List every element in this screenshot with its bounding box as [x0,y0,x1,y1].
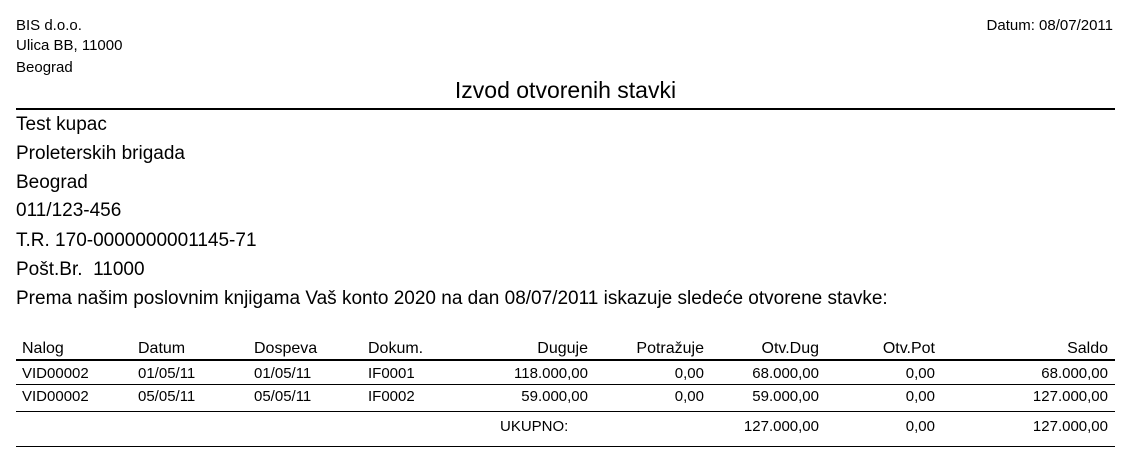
total-otv-dug: 127.000,00 [743,418,819,435]
cell-otv-dug: 59.000,00 [752,388,819,405]
cell-datum: 01/05/11 [138,365,196,382]
cell-dokum: IF0002 [368,388,415,405]
postal-code: 11000 [93,259,145,280]
cell-potrazuje: 0,00 [674,388,704,405]
customer-city: Beograd [16,172,88,193]
company-name: BIS d.o.o. [16,17,82,34]
header-potrazuje: Potražuje [636,340,704,357]
postal-label: Pošt.Br. [16,259,83,280]
header-datum: Datum [138,340,186,357]
cell-nalog: VID00002 [22,365,89,382]
document-title: Izvod otvorenih stavki [454,77,677,103]
cell-dospeva: 01/05/11 [254,365,312,382]
table-total-row [16,415,1115,438]
header-otv-pot: Otv.Pot [882,340,935,357]
statement-text: Prema našim poslovnim knjigama Vaš konto 2020 na dan 08/07/2011 iskazuje sledeće otvorene stavke: [16,288,888,309]
cell-datum: 05/05/11 [138,388,196,405]
header-saldo: Saldo [1067,340,1108,357]
total-divider [16,446,1115,447]
cell-saldo: 68.000,00 [1041,365,1108,382]
table-header-row [16,337,1115,360]
customer-postal [16,258,145,282]
cell-dokum: IF0001 [368,365,415,382]
cell-potrazuje: 0,00 [674,365,704,382]
header-nalog: Nalog [22,340,64,357]
customer-name: Test kupac [16,114,107,135]
header-divider [16,359,1115,361]
total-otv-pot: 0,00 [905,418,935,435]
company-address: Ulica BB, 11000 [16,37,123,54]
customer-account: T.R. 170-0000000001145-71 [16,230,257,251]
customer-street: Proleterskih brigada [16,143,185,164]
company-city: Beograd [16,59,73,76]
total-saldo: 127.000,00 [1032,418,1108,435]
open-items-table [16,337,1115,438]
total-label: UKUPNO: [500,418,569,435]
document-date: Datum: 08/07/2011 [986,17,1113,34]
header-duguje: Duguje [537,340,588,357]
cell-otv-dug: 68.000,00 [752,365,819,382]
customer-phone: 011/123-456 [16,200,122,221]
cell-otv-pot: 0,00 [905,365,935,382]
table-row [16,385,1115,408]
cell-saldo: 127.000,00 [1032,388,1108,405]
title-divider [16,108,1115,110]
table-row [16,362,1115,385]
header-otv-dug: Otv.Dug [761,340,819,357]
cell-duguje: 118.000,00 [514,365,588,382]
header-dokum: Dokum. [368,340,424,357]
cell-otv-pot: 0,00 [905,388,935,405]
header-dospeva: Dospeva [254,340,318,357]
row-divider [16,411,1115,412]
cell-duguje: 59.000,00 [521,388,588,405]
cell-dospeva: 05/05/11 [254,388,312,405]
cell-nalog: VID00002 [22,388,89,405]
